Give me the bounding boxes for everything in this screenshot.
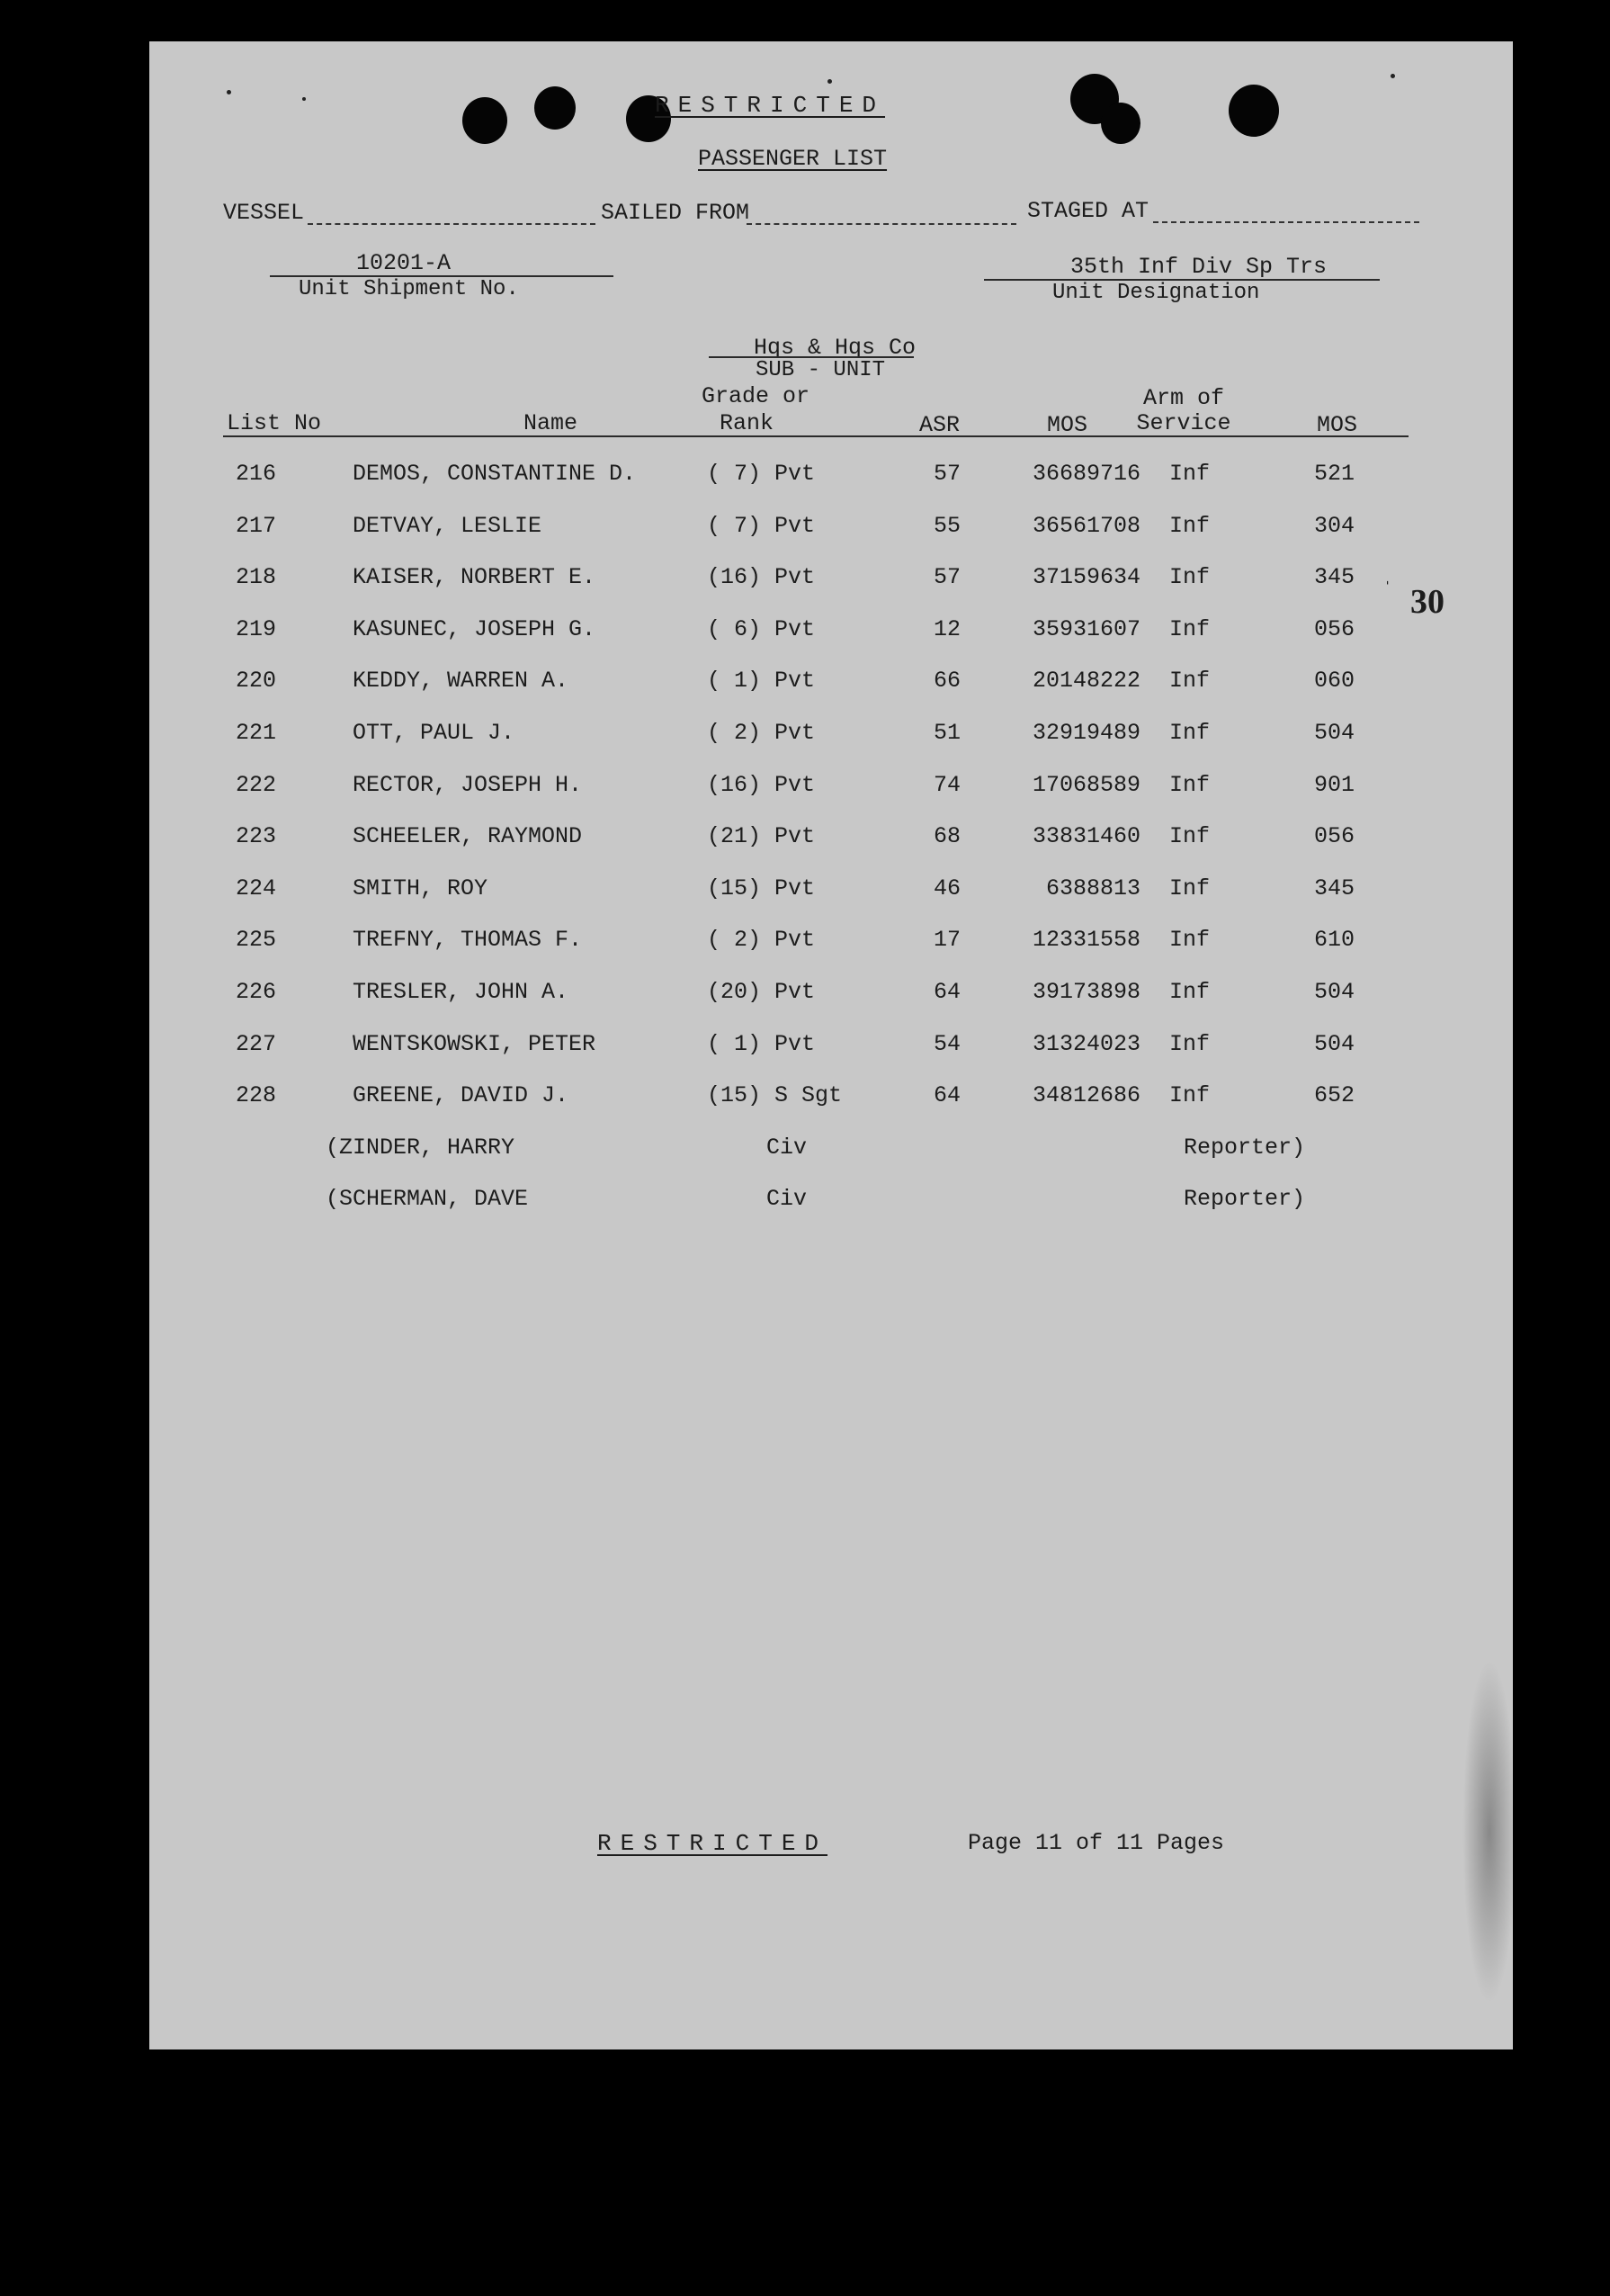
cell-arm-of-service: Inf — [1169, 564, 1211, 590]
cell-name: OTT, PAUL J. — [353, 720, 515, 746]
cell-name: SMITH, ROY — [353, 875, 488, 901]
cell-grade: ( 2) Pvt — [707, 720, 816, 746]
cell-mos: 345 — [1313, 564, 1355, 590]
cell-asr: 68 — [933, 823, 961, 849]
margin-page-mark: 30 — [1410, 583, 1445, 621]
cell-civilian-grade: Civ — [766, 1186, 808, 1212]
cell-name: DEMOS, CONSTANTINE D. — [353, 461, 637, 487]
cell-list-no: 218 — [236, 564, 277, 590]
cell-asr: 64 — [933, 979, 961, 1005]
classification-header: RESTRICTED — [655, 92, 886, 119]
cell-serial-number: 39173898 — [1032, 979, 1140, 1005]
sub-unit-value: Hqs & Hqs Co — [754, 335, 917, 361]
cell-mos: 901 — [1313, 772, 1355, 798]
cell-grade: ( 7) Pvt — [707, 461, 816, 487]
speck — [827, 79, 832, 84]
staged-at-field — [1153, 221, 1419, 223]
cell-asr: 12 — [933, 616, 961, 642]
cell-name: RECTOR, JOSEPH H. — [353, 772, 583, 798]
cell-grade: ( 1) Pvt — [707, 668, 816, 694]
cell-serial-number: 36561708 — [1032, 513, 1140, 539]
cell-arm-of-service: Inf — [1169, 616, 1211, 642]
form-title: PASSENGER LIST — [698, 146, 888, 172]
col-list-no: List No — [227, 410, 322, 436]
cell-arm-of-service: Inf — [1169, 979, 1211, 1005]
cell-civilian-name: (ZINDER, HARRY — [326, 1135, 515, 1161]
cell-name: TRESLER, JOHN A. — [353, 979, 569, 1005]
speck — [302, 97, 306, 101]
sailed-from-field — [747, 223, 1016, 225]
cell-mos: 345 — [1313, 875, 1355, 901]
col-arm-line1: Arm of — [1142, 385, 1224, 411]
staged-at-label: STAGED AT — [1027, 198, 1149, 224]
unit-designation-value: 35th Inf Div Sp Trs — [1070, 254, 1328, 280]
document-page — [149, 41, 1513, 2049]
cell-asr: 57 — [933, 564, 961, 590]
cell-serial-number: 34812686 — [1032, 1082, 1140, 1108]
cell-arm-of-service: Inf — [1169, 461, 1211, 487]
punch-hole — [534, 86, 576, 130]
col-grade-line1: Grade or — [702, 383, 810, 409]
cell-grade: (15) S Sgt — [707, 1082, 843, 1108]
cell-serial-number: 36689716 — [1032, 461, 1140, 487]
cell-asr: 57 — [933, 461, 961, 487]
cell-arm-of-service: Inf — [1169, 772, 1211, 798]
cell-list-no: 221 — [236, 720, 277, 746]
cell-arm-of-service: Inf — [1169, 1082, 1211, 1108]
cell-list-no: 227 — [236, 1031, 277, 1057]
header-rule — [223, 435, 1409, 437]
cell-civilian-name: (SCHERMAN, DAVE — [326, 1186, 529, 1212]
cell-arm-of-service: Inf — [1169, 927, 1211, 953]
cell-list-no: 223 — [236, 823, 277, 849]
edge-smudge — [1462, 1661, 1513, 2003]
cell-list-no: 216 — [236, 461, 277, 487]
cell-asr: 46 — [933, 875, 961, 901]
cell-grade: (16) Pvt — [707, 564, 816, 590]
cell-arm-of-service: Inf — [1169, 1031, 1211, 1057]
cell-arm-of-service: Inf — [1169, 668, 1211, 694]
col-grade-line2: Rank — [719, 410, 774, 436]
unit-designation-label: Unit Designation — [1052, 281, 1260, 305]
page-number: Page 11 of 11 Pages — [968, 1830, 1225, 1856]
margin-tick: ˈ — [1382, 579, 1394, 602]
cell-mos: 504 — [1313, 979, 1355, 1005]
cell-list-no: 224 — [236, 875, 277, 901]
cell-serial-number: 20148222 — [1032, 668, 1140, 694]
cell-grade: ( 7) Pvt — [707, 513, 816, 539]
cell-mos: 056 — [1313, 616, 1355, 642]
cell-serial-number: 12331558 — [1032, 927, 1140, 953]
cell-arm-of-service: Inf — [1169, 875, 1211, 901]
col-asr: ASR — [919, 412, 961, 438]
cell-asr: 55 — [933, 513, 961, 539]
cell-name: KAISER, NORBERT E. — [353, 564, 596, 590]
cell-grade: (21) Pvt — [707, 823, 816, 849]
cell-name: KEDDY, WARREN A. — [353, 668, 569, 694]
sub-unit-label: SUB - UNIT — [756, 358, 886, 382]
cell-arm-of-service: Inf — [1169, 513, 1211, 539]
punch-hole — [1229, 85, 1279, 137]
cell-serial-number: 32919489 — [1032, 720, 1140, 746]
col-arm-line2: Service — [1136, 410, 1231, 436]
speck — [227, 90, 231, 94]
cell-mos: 610 — [1313, 927, 1355, 953]
cell-name: DETVAY, LESLIE — [353, 513, 542, 539]
cell-name: TREFNY, THOMAS F. — [353, 927, 583, 953]
cell-list-no: 222 — [236, 772, 277, 798]
cell-serial-number: 6388813 — [1045, 875, 1140, 901]
classification-footer: RESTRICTED — [597, 1830, 828, 1857]
cell-grade: (20) Pvt — [707, 979, 816, 1005]
col-serial: MOS — [1047, 412, 1088, 438]
cell-serial-number: 31324023 — [1032, 1031, 1140, 1057]
cell-asr: 51 — [933, 720, 961, 746]
punch-hole — [462, 97, 507, 144]
cell-asr: 17 — [933, 927, 961, 953]
cell-grade: ( 1) Pvt — [707, 1031, 816, 1057]
cell-mos: 504 — [1313, 1031, 1355, 1057]
cell-civilian-grade: Civ — [766, 1135, 808, 1161]
cell-serial-number: 17068589 — [1032, 772, 1140, 798]
cell-civilian-note: Reporter) — [1184, 1186, 1306, 1212]
cell-grade: (15) Pvt — [707, 875, 816, 901]
cell-name: WENTSKOWSKI, PETER — [353, 1031, 596, 1057]
cell-serial-number: 37159634 — [1032, 564, 1140, 590]
cell-arm-of-service: Inf — [1169, 823, 1211, 849]
cell-list-no: 220 — [236, 668, 277, 694]
cell-asr: 54 — [933, 1031, 961, 1057]
cell-grade: ( 6) Pvt — [707, 616, 816, 642]
col-name: Name — [523, 410, 578, 436]
vessel-label: VESSEL — [223, 200, 305, 226]
cell-serial-number: 33831460 — [1032, 823, 1140, 849]
cell-list-no: 225 — [236, 927, 277, 953]
cell-asr: 64 — [933, 1082, 961, 1108]
col-mos: MOS — [1317, 412, 1358, 438]
punch-hole — [1101, 103, 1140, 144]
cell-mos: 504 — [1313, 720, 1355, 746]
cell-mos: 056 — [1313, 823, 1355, 849]
cell-arm-of-service: Inf — [1169, 720, 1211, 746]
cell-grade: ( 2) Pvt — [707, 927, 816, 953]
cell-list-no: 219 — [236, 616, 277, 642]
cell-mos: 060 — [1313, 668, 1355, 694]
cell-mos: 521 — [1313, 461, 1355, 487]
cell-name: GREENE, DAVID J. — [353, 1082, 569, 1108]
speck — [1391, 74, 1395, 78]
cell-serial-number: 35931607 — [1032, 616, 1140, 642]
cell-name: SCHEELER, RAYMOND — [353, 823, 583, 849]
vessel-field — [308, 223, 595, 225]
cell-mos: 652 — [1313, 1082, 1355, 1108]
cell-list-no: 217 — [236, 513, 277, 539]
cell-asr: 74 — [933, 772, 961, 798]
cell-grade: (16) Pvt — [707, 772, 816, 798]
cell-list-no: 226 — [236, 979, 277, 1005]
unit-shipment-number: 10201-A — [356, 250, 452, 276]
sailed-from-label: SAILED FROM — [601, 200, 750, 226]
cell-mos: 304 — [1313, 513, 1355, 539]
cell-list-no: 228 — [236, 1082, 277, 1108]
unit-shipment-label: Unit Shipment No. — [299, 277, 519, 301]
cell-civilian-note: Reporter) — [1184, 1135, 1306, 1161]
cell-asr: 66 — [933, 668, 961, 694]
cell-name: KASUNEC, JOSEPH G. — [353, 616, 596, 642]
